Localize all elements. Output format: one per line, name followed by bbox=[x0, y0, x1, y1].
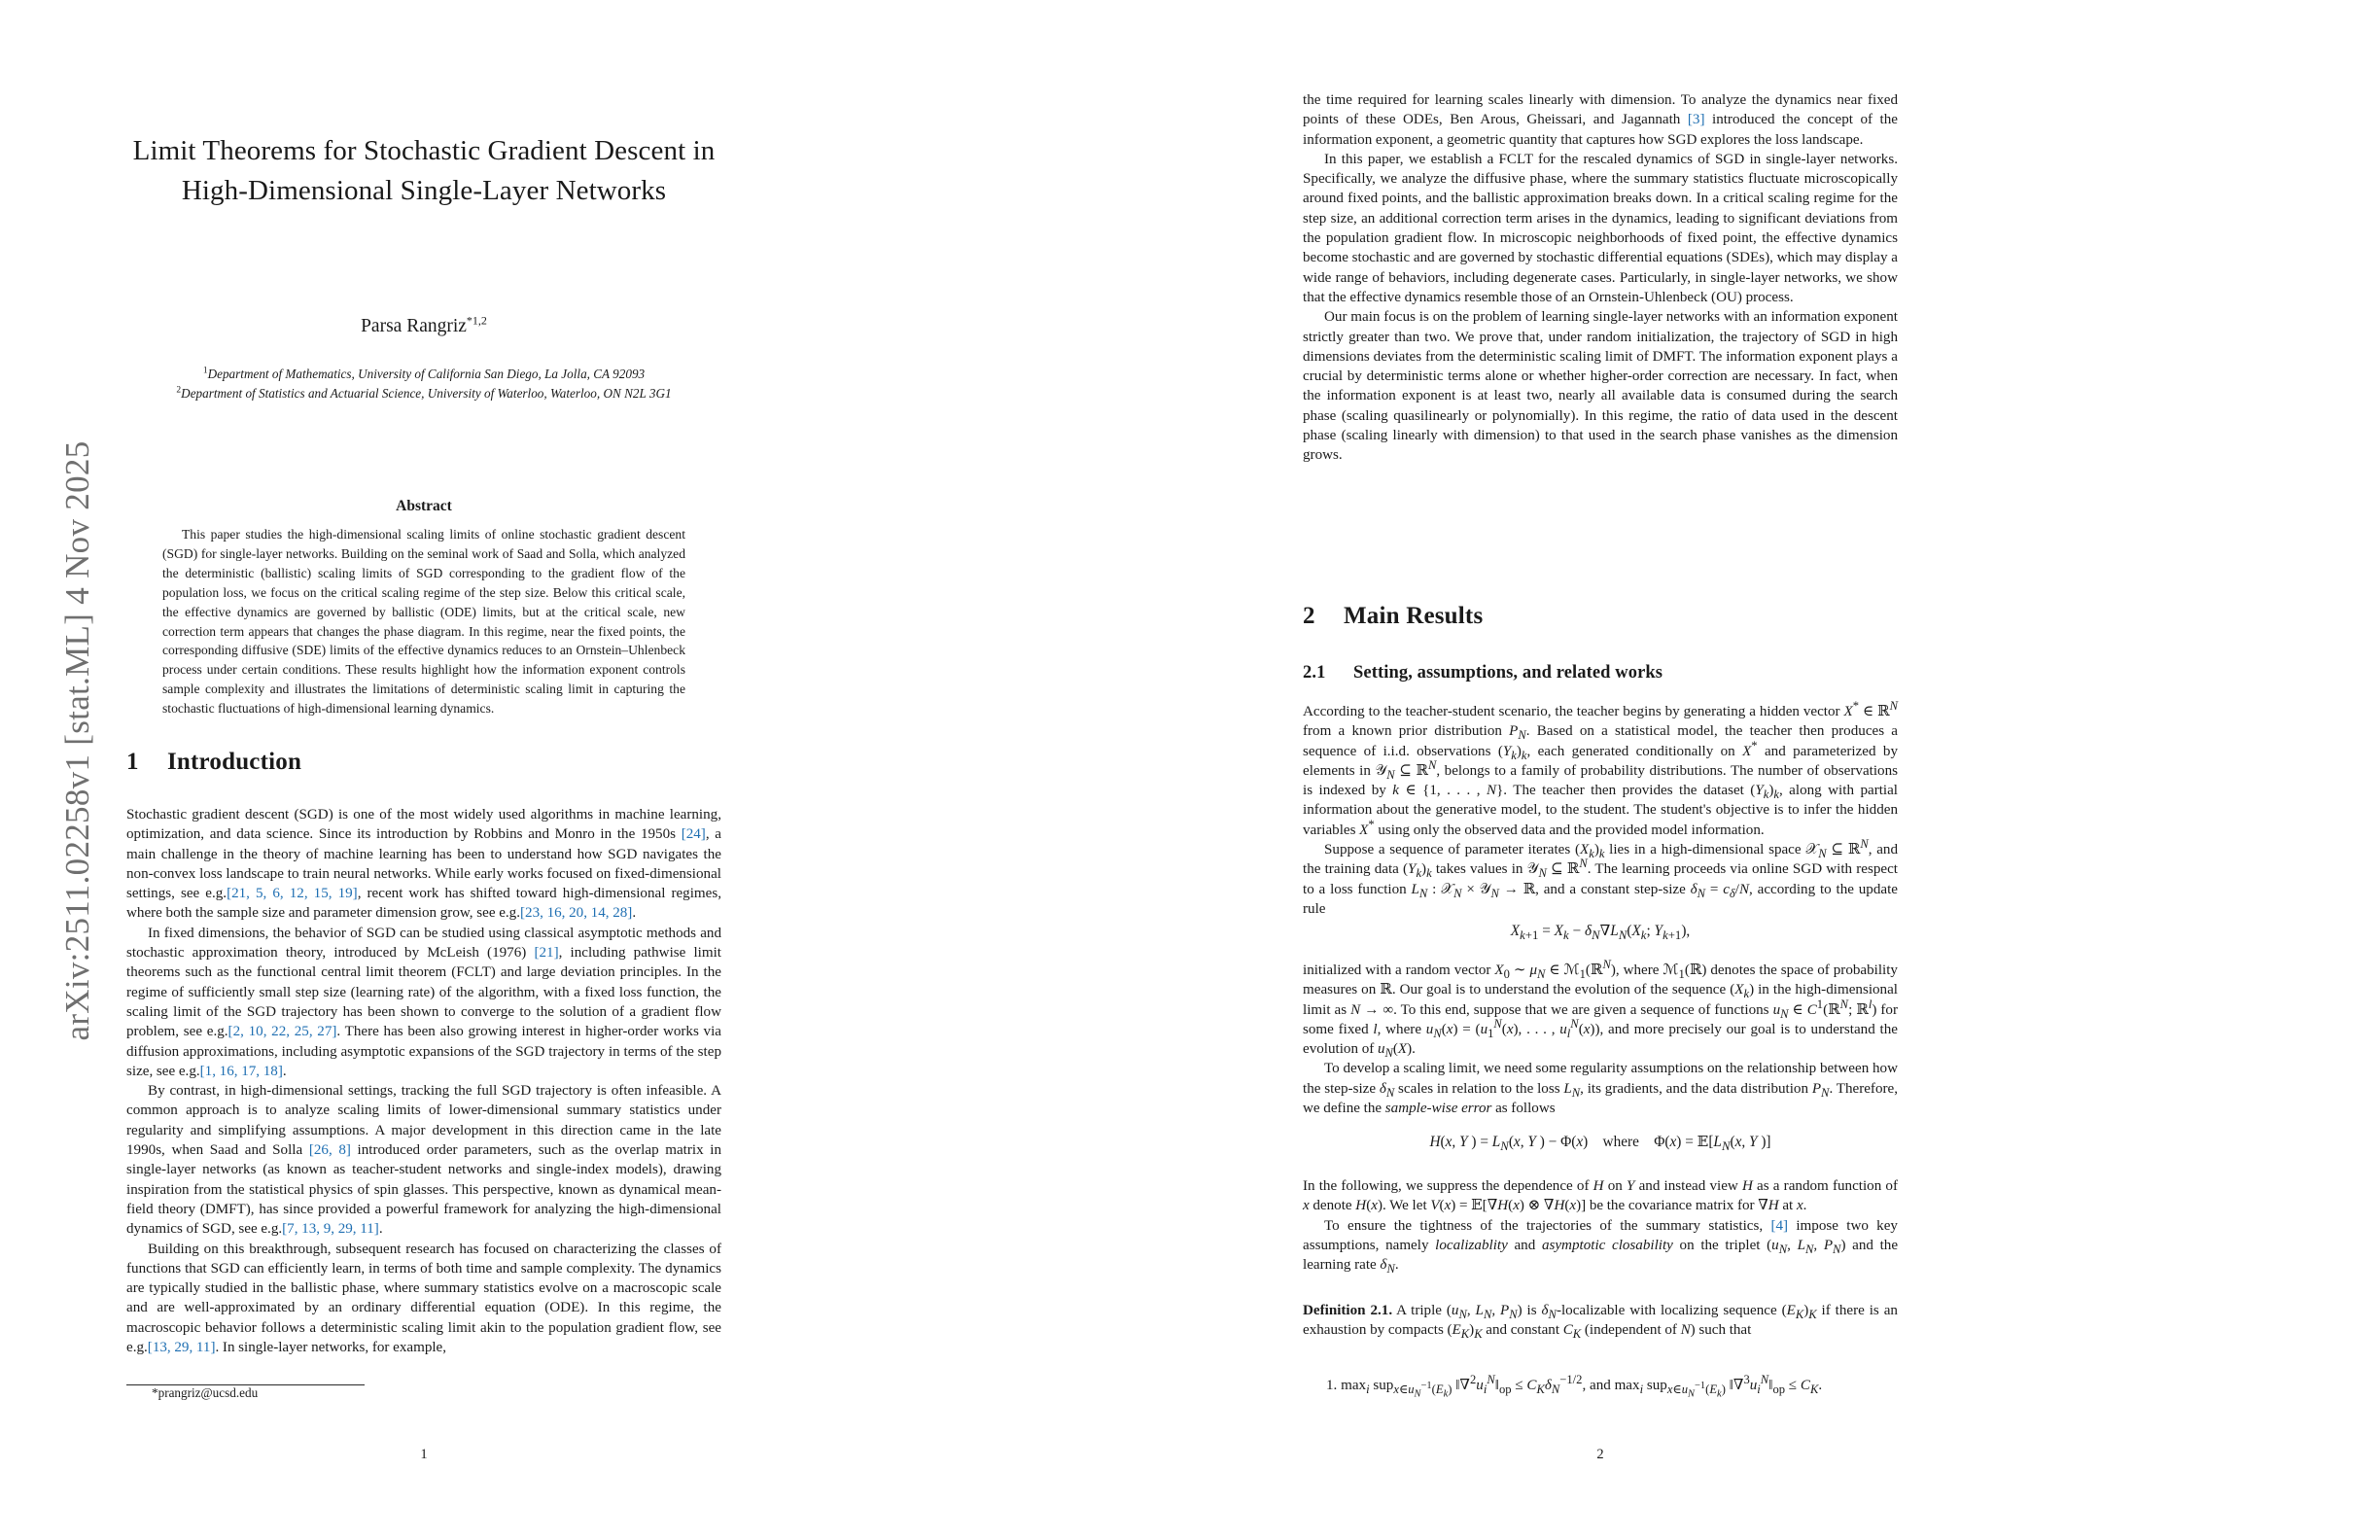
definition-label: Definition 2.1. bbox=[1303, 1303, 1393, 1318]
section-title-main-results: Main Results bbox=[1344, 603, 1484, 629]
affiliation-2 bbox=[126, 384, 721, 403]
subsection-heading-setting bbox=[1303, 663, 1898, 683]
citation-4[interactable]: [4] bbox=[1770, 1217, 1789, 1234]
page-number-left: 1 bbox=[420, 1447, 428, 1462]
definition-item-1: 1. $\max_i sup_{x\in u_N^{-1}(E_k)}$ $‖\nabla^2u_i^N‖_{op} \le C_K\delta_N^{-1/2}$, and $\max_i sup_{x\in u_N^{-1}(E_k)}$ $‖\nabla^3u_i^N‖_{op} \le C_K$. bbox=[1326, 1372, 1823, 1400]
equation-update-rule: $X_{k+1} = X_k - \delta_N\nabla L_N(X_k$; $Y_{k+1}$), bbox=[1510, 923, 1691, 943]
setting-paragraph-2: Suppose a sequence of parameter iterates $(X_k)_k$ lies in a high-dimensional space 𝒳$_N$ ⊆ ℝ$^N$, and the training data $(Y_k)_k$ takes values in 𝒴$_N$ ⊆ ℝ$^N$. The learning proceeds via online SGD with respect to a loss function $L_N$ : 𝒳$_N$ × 𝒴$_N$ → ℝ, and a constant step-size $\delta_N = c_\delta/N$, according to the update rule bbox=[1303, 837, 1899, 917]
abstract-heading: Abstract bbox=[396, 498, 452, 514]
affiliation-2-text: Department of Statistics and Actuarial Science, University of Waterloo, Waterloo, ON N2L 3G1 bbox=[181, 385, 672, 401]
citation-3[interactable]: [3] bbox=[1687, 112, 1705, 128]
section-heading-main-results bbox=[1303, 603, 1898, 630]
section-number-2: 2 bbox=[1303, 603, 1315, 629]
definition-2-1: Definition 2.1. A triple ($u_N$, $L_N$, $P_N$) is $\delta_N$-localizable with localizing sequence $(E_K)_K$ if there is an exhaustion by compacts $(E_K)_K$ and constant $C_K$ (independent of N) such that bbox=[1303, 1303, 1898, 1342]
subsection-number-2-1: 2.1 bbox=[1303, 663, 1326, 682]
page-1-column bbox=[126, 0, 721, 1540]
title-line-1: Limit Theorems for Stochastic Gradient Descent in bbox=[132, 135, 716, 166]
equation-sample-wise-error: H(x, Y ) = $L_N(x$, Y ) − Φ(x) where $\Phi(x) = 𝔼[L_N(x$, Y )] bbox=[1429, 1134, 1771, 1154]
abstract-body: This paper studies the high-dimensional scaling limits of online stochastic gradient descent (SGD) for single-layer networks. Building on the seminal work of Saad and Solla, which analyzed the deterministic (ballistic) scaling limits of SGD corresponding to the gradient flow of the population loss, we focus on the critical scaling regime of the step size. Below this critical scale, the effective dynamics are governed by ballistic (ODE) limits, but at the critical scale, new correction term appears that changes the phase diagram. In this regime, near the fixed points, the corresponding diffusive (SDE) limits of the effective dynamics reduces to an Ornstein–Uhlenbeck process under certain conditions. These results highlight how the information exponent controls sample complexity and illustrates the limitations of deterministic scaling limit in capturing the stochastic fluctuations of high-dimensional learning dynamics. bbox=[162, 527, 685, 717]
page-2-column bbox=[1303, 0, 1898, 1540]
title-line-2: High-Dimensional Single-Layer Networks bbox=[181, 175, 667, 207]
citation-group-b[interactable]: [23, 16, 20, 14, 28] bbox=[520, 905, 633, 922]
author-name bbox=[126, 313, 721, 337]
subsection-title-setting: Setting, assumptions, and related works bbox=[1353, 663, 1663, 682]
author-marks: *1,2 bbox=[466, 313, 487, 328]
affiliation-1-mark: 1 bbox=[202, 366, 208, 376]
citation-group-d[interactable]: [1, 16, 17, 18] bbox=[199, 1063, 283, 1079]
intro-paragraph-2: In fixed dimensions, the behavior of SGD can be studied using classical asymptotic methods and stochastic approximation theory, introduced by McLeish (1976) [21], including pathwise limit theorems such as the functional central limit theorem (FCLT) and large deviation principles. In the regime of sufficiently small step size (learning rate) of the algorithm, with a fixed loss function, the scaling limit of the SGD trajectory has been shown to converge to the solution of a gradient flow problem, see e.g.[2, 10, 22, 25, 27]. There has been also growing interest in higher-order works via diffusion approximations, including asymptotic expansions of the SGD trajectory in terms of the step size, see e.g.[1, 16, 17, 18]. bbox=[126, 925, 721, 1079]
author-label: Parsa Rangriz bbox=[361, 316, 467, 336]
citation-24[interactable]: [24] bbox=[681, 826, 706, 843]
citation-group-e[interactable]: [26, 8] bbox=[308, 1142, 351, 1159]
intro-paragraph-4: Building on this breakthrough, subsequent research has focused on characterizing the classes of functions that SGD can efficiently learn, in terms of both time and sample complexity. The dynamics are typically studied in the ballistic phase, where summary statistics evolve on a macroscopic scale and are well-approximated by an ordinary differential equation (ODE). In this regime, the macroscopic behavior follows a deterministic scaling limit akin to the population gradient flow, see e.g.[13, 29, 11]. In single-layer networks, for example, bbox=[126, 1241, 721, 1356]
citation-group-a[interactable]: [21, 5, 6, 12, 15, 19] bbox=[227, 886, 358, 902]
right-paragraph-2: In this paper, we establish a FCLT for the rescaled dynamics of SGD in single-layer networks. Specifically, we analyze the diffusive phase, where the summary statistics fluctuate microscopically around fixed points, and the ballistic approximation breaks down. In a critical scaling regime for the step size, an additional correction term arises in the dynamics, leading to significant deviations from the population gradient flow. In microscopic neighborhoods of fixed point, the effective dynamics become stochastic and are governed by stochastic differential equations (SDEs), which may display a wide range of behaviors, including degenerate cases. Particularly, in single-layer networks, we show that the effective dynamics resemble those of an Ornstein-Uhlenbeck (OU) process. bbox=[1303, 151, 1898, 305]
section-heading-introduction bbox=[126, 749, 721, 776]
right-paragraph-3: Our main focus is on the problem of learning single-layer networks with an information exponent strictly greater than two. We prove that, under random initialization, the trajectory of SGD in high dimensions deviates from the deterministic scaling limit of DMFT. The information exponent plays a crucial by deterministic terms alone or whether higher-order correction are necessary. In fact, when the information exponent is at least two, nearly all available data is consumed during the search phase (scaling quasilinearly or polynomially). In this regime, the ratio of data used in the descent phase (scaling linearly with dimension) to that used in the search phase vanishes as the dimension grows. bbox=[1303, 309, 1898, 464]
affiliation-1 bbox=[126, 365, 721, 384]
arxiv-stamp-text: arXiv:2511.02258v1 [stat.ML] 4 Nov 2025 bbox=[58, 440, 96, 1041]
setting-paragraph-1: According to the teacher-student scenario, the teacher begins by generating a hidden vector X* ∈ ℝ$^N$ from a known prior distribution $P_N$. Based on a statistical model, the teacher then produces a sequence of i.i.d. observations $(Y_k)_k$, each generated conditionally on X* and parameterized by elements in 𝒴$_N$ ⊆ ℝ$^N$, belongs to a family of probability distributions. The number of observations is indexed by k ∈ {1, . . . , N}. The teacher then provides the dataset $(Y_k)_k$, along with partial information about the generative model, to the student. The student's objective is to infer the hidden variables X* using only the observed data and the provided model information. bbox=[1303, 698, 1898, 838]
setting-paragraph-5: In the following, we suppress the dependence of H on Y and instead view H as a random function of x denote H(x). We let V(x) = 𝔼[∇H(x) ⊗ ∇H(x)] be the covariance matrix for ∇H at x. bbox=[1303, 1178, 1898, 1214]
setting-paragraph-3: initialized with a random vector $X_0$ ∼ $\mu_N$ ∈ ℳ$_1$(ℝ$^N$), where ℳ$_1$(ℝ) denotes the space of probability measures on ℝ. Our goal is to understand the evolution of the sequence $(X_k)$ in the high-dimensional limit as N → ∞. To this end, suppose that we are given a sequence of functions $u_N$ ∈ $C^1(ℝ^N$; ℝ$^l$) for some fixed l, where $u_N(x) = (u_1^N(x)$, . . . , $u_l^N(x)$), and more precisely our goal is to understand the evolution of $u_N(X)$. bbox=[1303, 957, 1898, 1061]
footnote-email: *prangriz@ucsd.edu bbox=[152, 1385, 259, 1400]
right-paragraph-1: the time required for learning scales linearly with dimension. To analyze the dynamics near fixed points of these ODEs, Ben Arous, Gheissari, and Jagannath [3] introduced the concept of the information exponent, a geometric quantity that captures how SGD explores the loss landscape. bbox=[1303, 92, 1898, 148]
section-title-introduction: Introduction bbox=[167, 749, 302, 775]
setting-paragraph-6: To ensure the tightness of the trajectories of the summary statistics, [4] impose two key assumptions, namely localizablity and asymptotic closability on the triplet ($u_N$, $L_N$, $P_N$) and the learning rate $\delta_N$. bbox=[1303, 1217, 1899, 1277]
page-title bbox=[126, 131, 721, 211]
affiliation-2-mark: 2 bbox=[176, 385, 182, 396]
page-number-right: 2 bbox=[1596, 1447, 1604, 1462]
citation-group-g[interactable]: [13, 29, 11] bbox=[147, 1340, 216, 1356]
citation-group-c[interactable]: [2, 10, 22, 25, 27] bbox=[228, 1024, 337, 1040]
citation-group-f[interactable]: [7, 13, 9, 29, 11] bbox=[282, 1221, 379, 1238]
intro-paragraph-1: Stochastic gradient descent (SGD) is one of the most widely used algorithms in machine learning, optimization, and data science. Since its introduction by Robbins and Monro in the 1950s [24], a main challenge in the theory of machine learning has been to understand how SGD navigates the non-convex loss landscape to train neural networks. While early works focused on fixed-dimensional settings, see e.g.[21, 5, 6, 12, 15, 19], recent work has shifted toward high-dimensional regimes, where both the sample size and parameter dimension grow, see e.g.[23, 16, 20, 14, 28]. bbox=[126, 807, 722, 922]
citation-21[interactable]: [21] bbox=[534, 945, 559, 962]
intro-paragraph-3: By contrast, in high-dimensional settings, tracking the full SGD trajectory is often infeasible. A common approach is to analyze scaling limits of lower-dimensional summary statistics under regularity and simplifying assumptions. A major development in this direction came in the late 1990s, when Saad and Solla [26, 8] introduced order parameters, such as the overlap matrix in single-layer networks (as known as teacher-student networks and single-index models), drawing inspiration from the statistical physics of spin glasses. This perspective, known as dynamical mean-field theory (DMFT), has since provided a powerful framework for analyzing the high-dimensional dynamics of SGD, see e.g.[7, 13, 9, 29, 11]. bbox=[126, 1083, 722, 1238]
section-number-1: 1 bbox=[126, 749, 139, 775]
affiliation-1-text: Department of Mathematics, University of California San Diego, La Jolla, CA 92093 bbox=[207, 367, 646, 381]
setting-paragraph-4: To develop a scaling limit, we need some regularity assumptions on the relationship between how the step-size $\delta_N$ scales in relation to the loss $L_N$, its gradients, and the data distribution $P_N$. Therefore, we define the sample-wise error as follows bbox=[1303, 1061, 1898, 1117]
